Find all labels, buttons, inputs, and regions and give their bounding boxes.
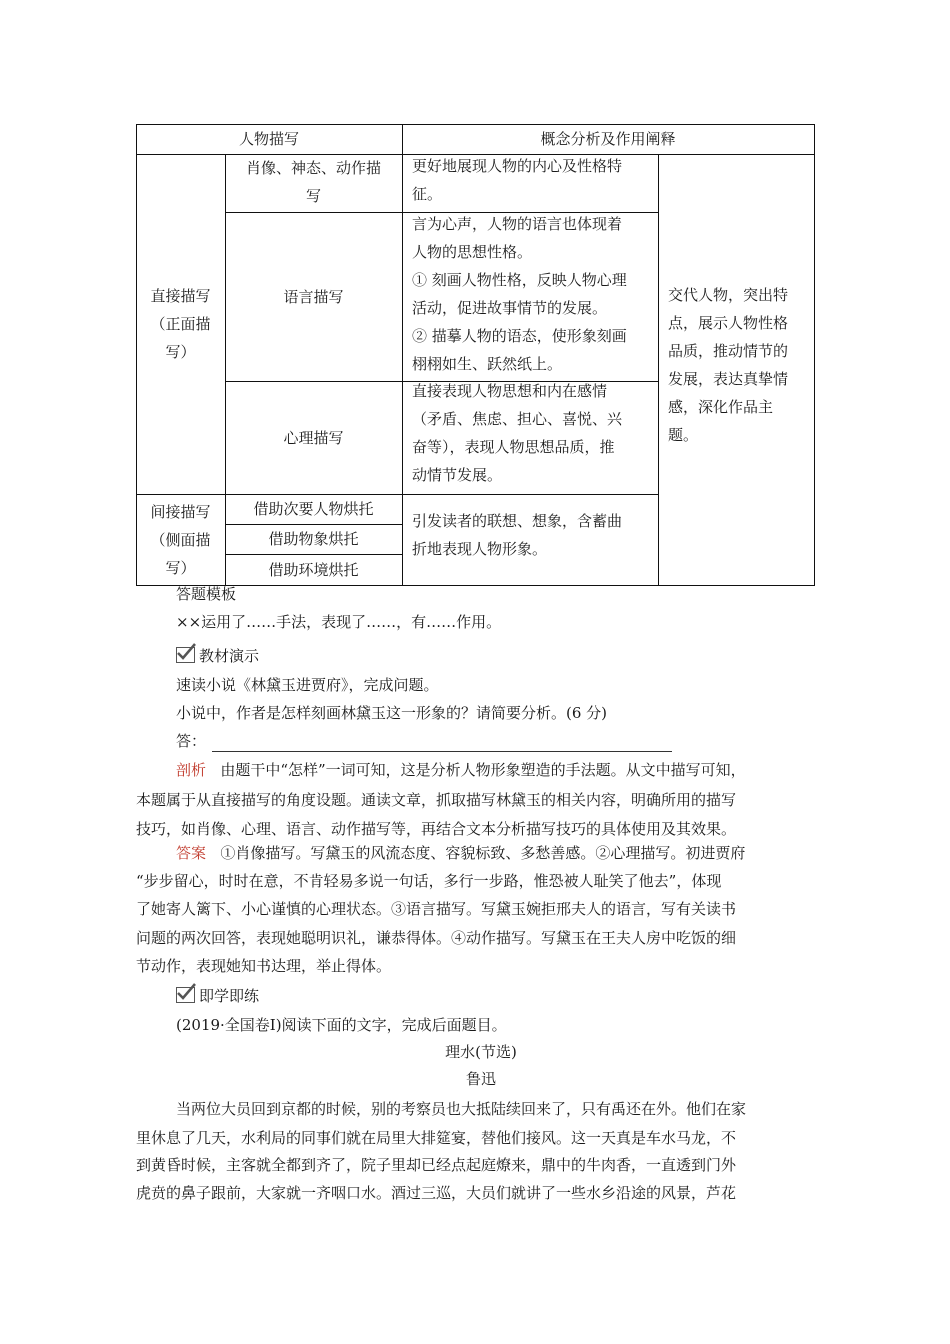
analysis-line-3: 技巧，如肖像、心理、语言、动作描写等，再结合文本分析描写技巧的具体使用及其效果。: [136, 820, 737, 838]
practice-heading: [176, 981, 866, 1012]
type-object: 借助物象烘托: [268, 530, 359, 548]
article-line-3: 到黄昏时候，主客就全都到齐了，院子里却已经点起庭燎来，鼎中的牛肉香，一直透到门外: [136, 1156, 737, 1174]
answer-key-label: 答案: [176, 844, 207, 862]
desc-language: 言为心声，人物的语言也体现着 人物的思想性格。 ① 刻画人物性格，反映人物心理 活动，促进故事情节的发展。 ② 描摹人物的语态，使形象刻画 栩栩如生、跃然纸上。: [412, 215, 627, 373]
effect-description: 交代人物，突出特 点，展示人物性格 品质，推动情节的 发展，表达真挚情 感，深化作品主 题。: [668, 286, 789, 444]
article-line-4: 虎贲的鼻子跟前，大家就一齐咽口水。酒过三巡，大员们就讲了一些水乡沿途的风景，芦花: [136, 1184, 737, 1202]
answer-line: [176, 726, 866, 757]
practice-title: 即学即练: [199, 987, 260, 1005]
article-line-2: 里休息了几天，水利局的同事们就在局里大排筵宴，替他们接风。这一天真是车水马龙，不: [136, 1129, 737, 1147]
desc-psychology: 直接表现人物思想和内在感情 （矛盾、焦虑、担心、喜悦、兴 奋等），表现人物思想品质，推 动情节发展。: [412, 382, 623, 484]
header-concept-analysis: 概念分析及作用阐释: [540, 130, 676, 148]
template-title: 答题模板: [176, 585, 237, 603]
demo-question: 小说中，作者是怎样刻画林黛玉这一形象的？请简要分析。(6 分): [176, 704, 608, 722]
desc-indirect: 引发读者的联想、想象，含蓄曲 折地表现人物形象。: [412, 512, 623, 558]
answer-line-2: “步步留心，时时在意，不肯轻易多说一句话，多行一步路，惟恐被人耻笑了他去”，体现: [136, 872, 722, 890]
article-line-1: 当两位大员回到京都的时候，别的考察员也大抵陆续回来了，只有禹还在外。他们在家: [176, 1100, 747, 1118]
analysis-label: 剖析: [176, 761, 207, 779]
article-author: 鲁迅: [465, 1070, 496, 1088]
answer-line-5: 节动作，表现她知书达理，举止得体。: [136, 957, 392, 975]
analysis-line-2: 本题属于从直接描写的角度设题。通读文章，抓取描写林黛玉的相关内容，明确所用的描写: [136, 791, 737, 809]
direct-description-label: 直接描写 （正面描 写）: [150, 287, 211, 361]
answer-line-4: 问题的两次回答，表现她聪明识礼，谦恭得体。④动作描写。写黛玉在王夫人房中吃饭的细: [136, 929, 737, 947]
demo-title: 教材演示: [199, 647, 260, 665]
answer-line-1: 答案 ①肖像描写。写黛玉的风流态度、容貌标致、多愁善感。②心理描写。初进贾府: [176, 844, 746, 862]
answer-line-3: 了她寄人篱下、小心谨慎的心理状态。③语言描写。写黛玉婉拒邢夫人的语言，写有关读书: [136, 900, 737, 918]
type-secondary-character: 借助次要人物烘托: [253, 500, 374, 518]
checkmark-icon: [176, 647, 195, 663]
demo-heading: [176, 641, 866, 672]
practice-intro: (2019·全国卷Ⅰ)阅读下面的文字，完成后面题目。: [176, 1016, 507, 1034]
indirect-description-label: 间接描写 （侧面描 写）: [150, 502, 211, 577]
analysis-line-1: 剖析 由题干中“怎样”一词可知，这是分析人物形象塑造的手法题。从文中描写可知，: [176, 761, 746, 779]
template-text: ××运用了……手法，表现了……，有……作用。: [176, 613, 502, 631]
answer-blank[interactable]: [212, 733, 672, 752]
desc-portrait-action: 更好地展现人物的内心及性格特 征。: [412, 157, 623, 203]
answer-label: 答：: [176, 732, 207, 750]
type-language: 语言描写: [283, 287, 344, 306]
checkmark-icon: [176, 987, 195, 1003]
header-character-description: 人物描写: [238, 130, 299, 148]
type-psychology: 心理描写: [283, 428, 344, 447]
demo-intro: 速读小说《林黛玉进贾府》，完成问题。: [176, 676, 439, 694]
type-portrait-action: 肖像、神态、动作描 写: [245, 159, 381, 205]
type-environment: 借助环境烘托: [268, 560, 359, 579]
article-title: 理水(节选): [445, 1043, 517, 1061]
